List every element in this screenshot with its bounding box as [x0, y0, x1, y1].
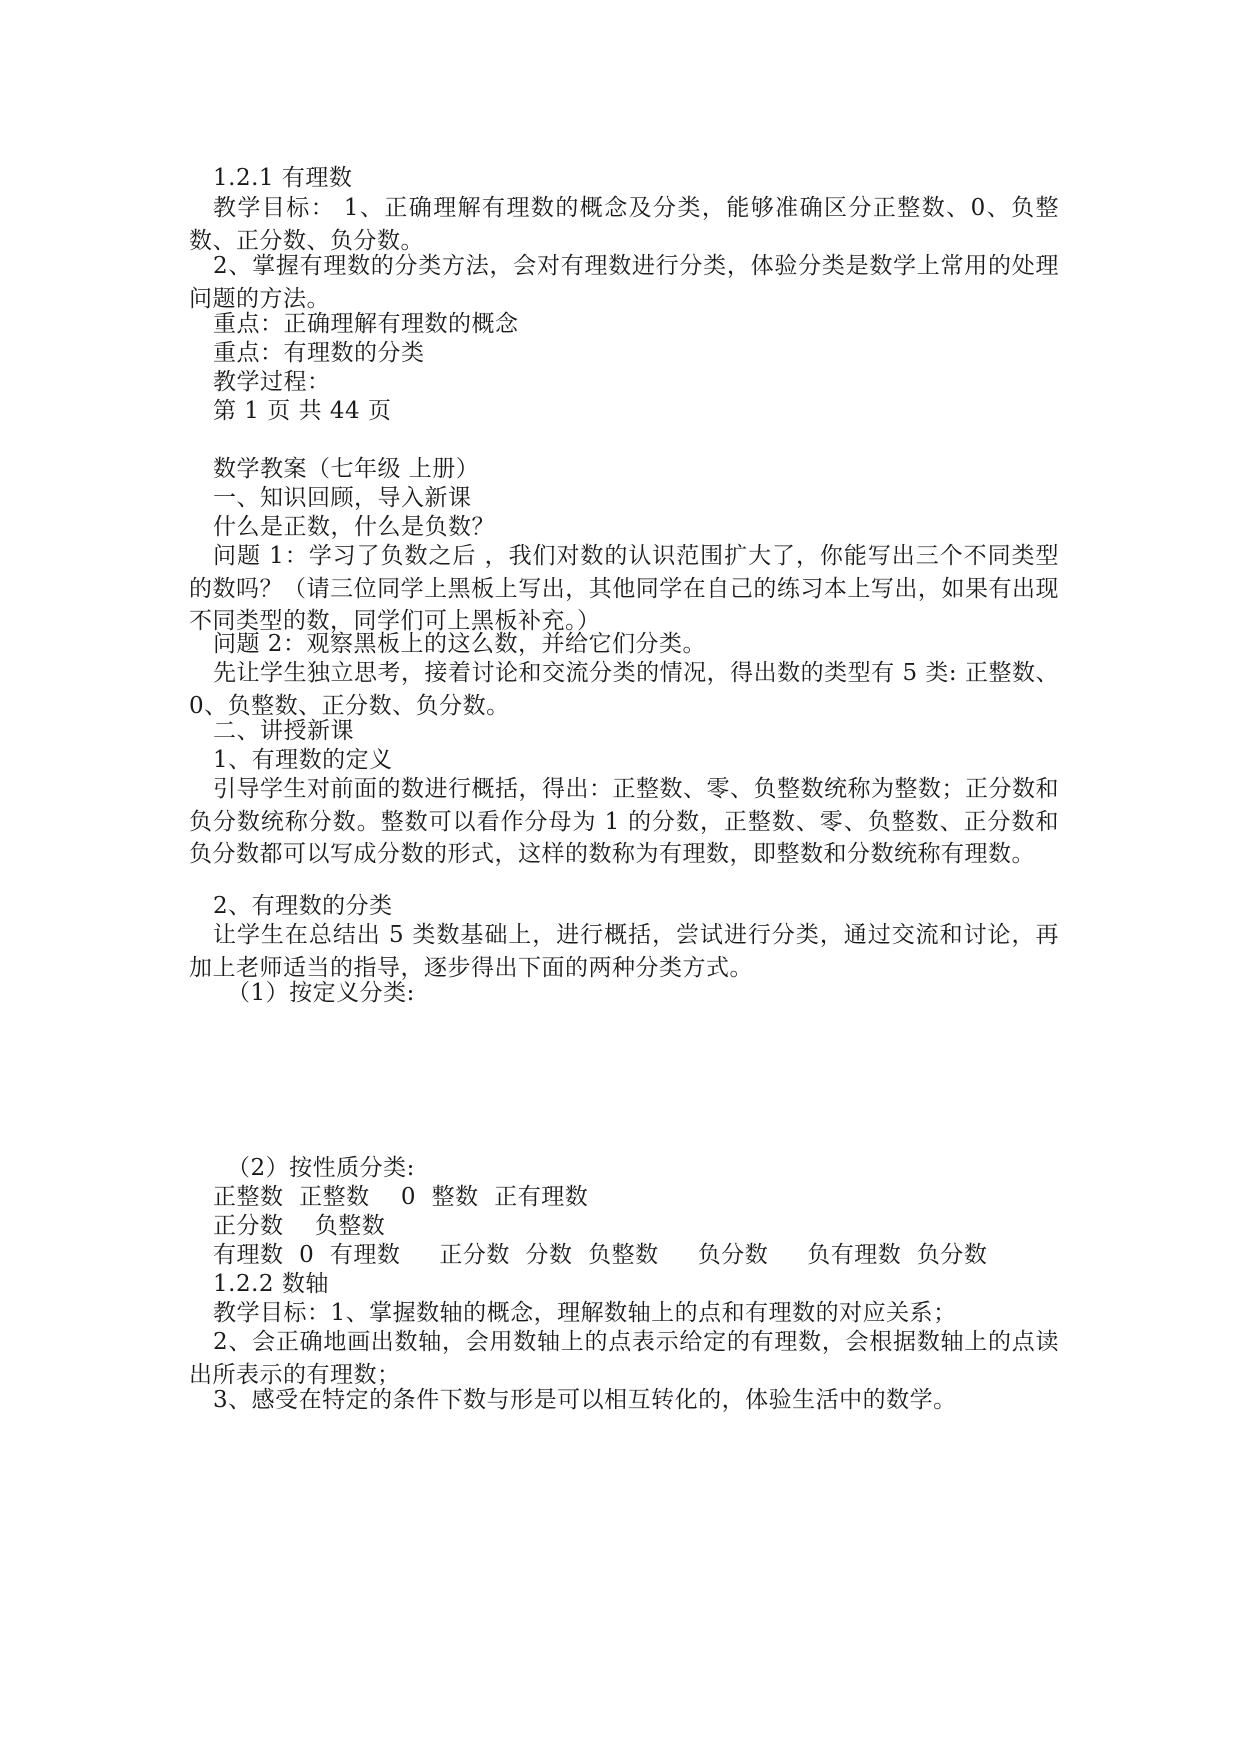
part2-title: 二、讲授新课	[213, 718, 354, 744]
property-row-1: 正整数 正整数 0 整数 正有理数	[213, 1184, 589, 1210]
classification-paragraph: 让学生在总结出 5 类数基础上，进行概括，尝试进行分类，通过交流和讨论，再加上老师适当的指导，逐步得出下面的两种分类方式。	[189, 922, 1059, 981]
by-definition-label: （1）按定义分类:	[227, 980, 415, 1006]
definition-paragraph: 引导学生对前面的数进行概括，得出：正整数、零、负整数统称为整数；正分数和负分数统称分数。整数可以看作分母为 1 的分数，正整数、零、负整数、正分数和负分数都可以写成分数的形式，这样的数称为有理数，即整数和分数统称有理数。	[189, 776, 1059, 867]
key-point: 重点：正确理解有理数的概念	[213, 311, 519, 337]
discussion-paragraph: 先让学生独立思考，接着讨论和交流分类的情况，得出数的类型有 5 类: 正整数、0、负整数、正分数、负分数。	[189, 660, 1059, 719]
question-intro: 什么是正数，什么是负数？	[213, 514, 495, 540]
part1-title: 一、知识回顾，导入新课	[213, 485, 472, 511]
property-row-2: 正分数 负整数	[213, 1213, 386, 1239]
section2-goal-3: 3、感受在特定的条件下数与形是可以相互转化的，体验生活中的数学。	[213, 1387, 957, 1413]
question-1: 问题 1：学习了负数之后 ，我们对数的认识范围扩大了，你能写出三个不同类型的数吗？（请三位同学上黑板上写出，其他同学在自己的练习本上写出，如果有出现不同类型的数，同学们可上黑板补充。）	[189, 543, 1059, 634]
teaching-process-label: 教学过程：	[213, 369, 331, 395]
by-property-label: （2）按性质分类:	[227, 1155, 415, 1181]
property-row-3: 有理数 0 有理数 正分数 分数 负整数 负分数 负有理数 负分数	[213, 1242, 988, 1268]
section-heading: 1.2.1 有理数	[213, 165, 353, 191]
section2-heading: 1.2.2 数轴	[213, 1271, 329, 1297]
classification-title: 2、有理数的分类	[213, 893, 393, 919]
section2-goal-2: 2、会正确地画出数轴，会用数轴上的点表示给定的有理数，会根据数轴上的点读出所表示的有理数；	[189, 1329, 1059, 1388]
definition-title: 1、有理数的定义	[213, 747, 393, 773]
question-2: 问题 2：观察黑板上的这么数，并给它们分类。	[213, 631, 706, 657]
section2-goal-1: 教学目标：1、掌握数轴的概念，理解数轴上的点和有理数的对应关系；	[213, 1300, 957, 1326]
difficult-point: 重点：有理数的分类	[213, 340, 425, 366]
teaching-goal-1: 教学目标： 1、正确理解有理数的概念及分类，能够准确区分正整数、0、负整数、正分数、负分数。	[189, 195, 1059, 254]
page-header: 数学教案（七年级 上册）	[213, 456, 480, 482]
page-footer: 第 1 页 共 44 页	[213, 398, 392, 424]
teaching-goal-2: 2、掌握有理数的分类方法，会对有理数进行分类，体验分类是数学上常用的处理问题的方法。	[189, 253, 1059, 312]
